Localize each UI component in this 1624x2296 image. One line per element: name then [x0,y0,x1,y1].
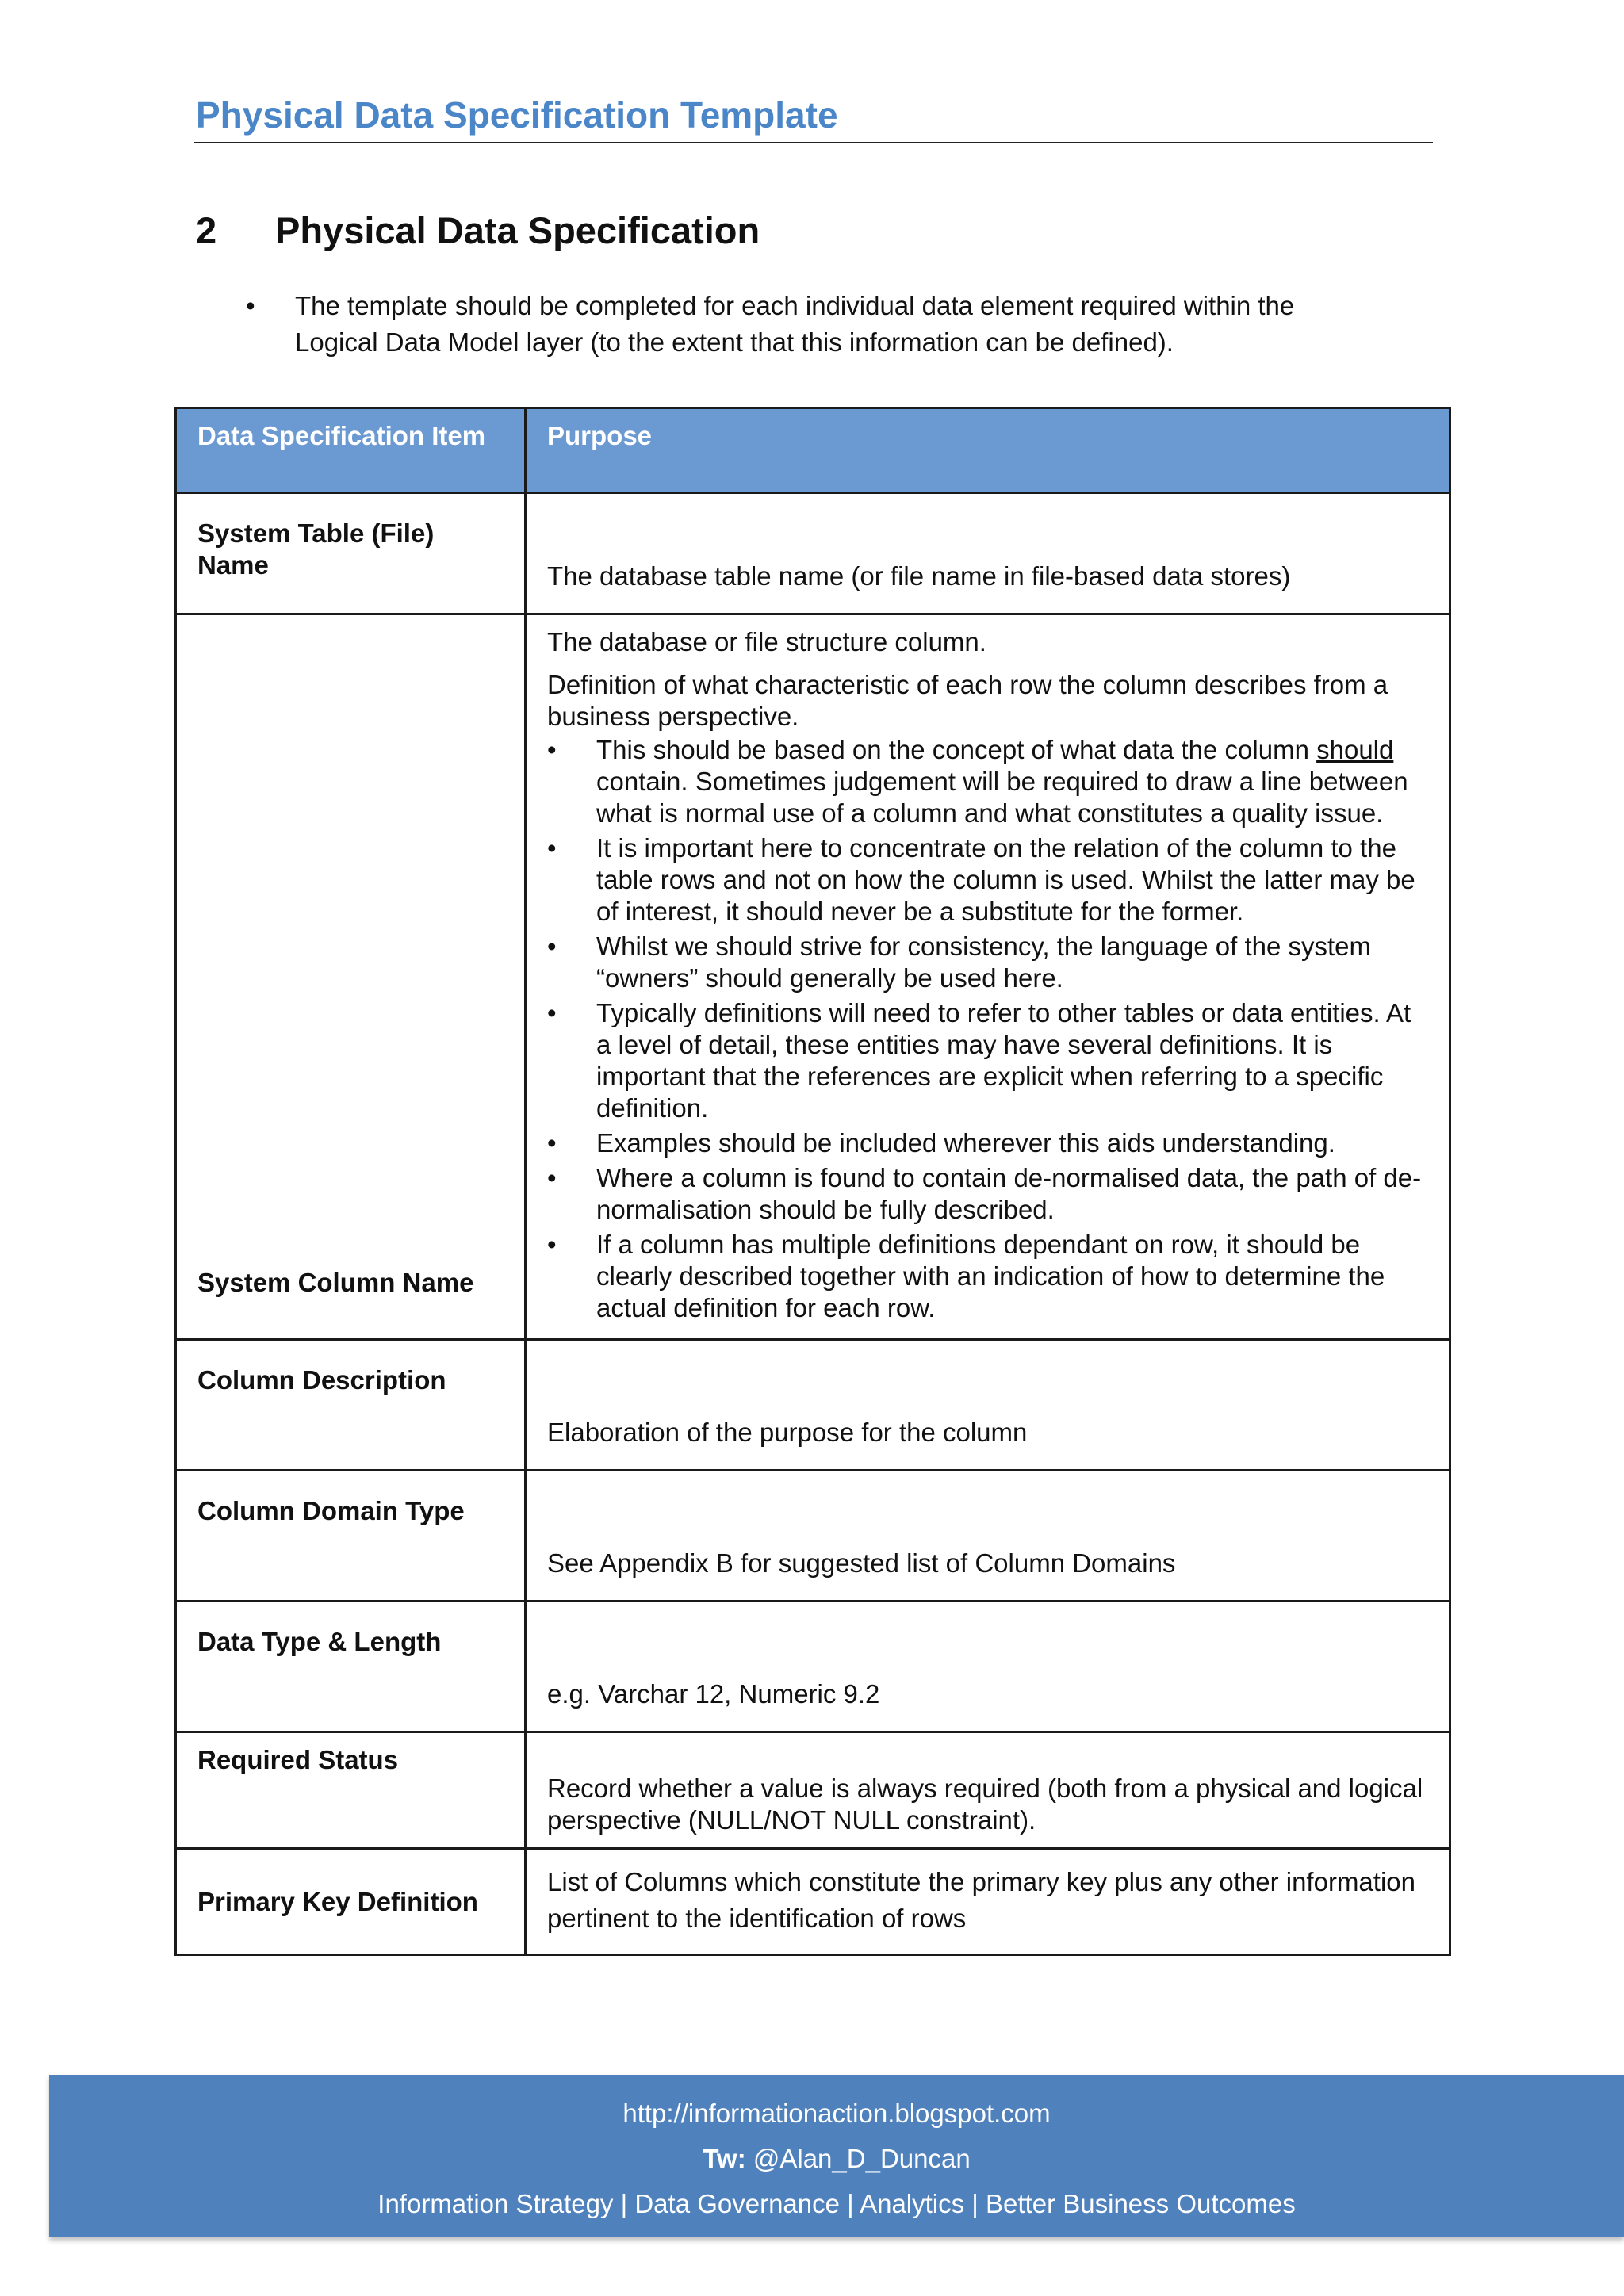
bullet-icon: • [547,932,557,961]
twitter-handle[interactable]: @Alan_D_Duncan [745,2144,971,2173]
title-divider [194,142,1433,144]
table-row [176,1732,1450,1849]
bullet-icon: • [547,1230,557,1259]
list-item: • Where a column is found to contain de-normalised data, the path of de-normalisation should be fully described. [547,1163,1422,1224]
table-row [176,1471,1450,1601]
purpose-cell: List of Columns which constitute the primary key plus any other information pertinent to the identification of rows [526,1849,1450,1955]
list-item: • Typically definitions will need to refer to other tables or data entities. At a level of detail, these entities may have several definitions. It is important that the references are explicit when referring to a specific definition. [547,998,1411,1123]
purpose-cell: Elaboration of the purpose for the column [526,1340,1450,1471]
specification-table [174,407,1451,1956]
page-footer [49,2075,1624,2237]
header-item: Data Specification Item [176,408,526,493]
section-title: Physical Data Specification [275,209,760,251]
header-purpose: Purpose [526,408,1450,493]
bullet-icon: • [547,735,557,764]
table-row [176,1601,1450,1732]
bullet-icon: • [246,291,255,320]
section-heading [196,209,760,252]
intro-line-2: Logical Data Model layer (to the extent that this information can be defined). [295,327,1174,357]
purpose-line: Definition of what characteristic of each row the column describes from a business perspective. [547,670,1388,731]
purpose-cell [526,614,1450,1340]
bullet-icon: • [547,998,557,1027]
list-item: • Examples should be included wherever this aids understanding. [547,1128,1335,1158]
item-cell: System Column Name [176,614,526,1340]
list-item: • If a column has multiple definitions dependant on row, it should be clearly described together with an indication of how to determine the actual definition for each row. [547,1230,1385,1322]
purpose-cell: The database table name (or file name in file-based data stores) [526,493,1450,614]
footer-twitter [49,2136,1624,2181]
item-cell: Column Description [176,1340,526,1471]
table-row [176,1849,1450,1955]
table-row [176,1340,1450,1471]
intro-line-1: The template should be completed for each individual data element required within the [295,291,1295,320]
purpose-cell: e.g. Varchar 12, Numeric 9.2 [526,1601,1450,1732]
list-item: • Whilst we should strive for consistency, the language of the system “owners” should generally be used here. [547,932,1372,993]
page-title: Physical Data Specification Template [196,94,838,136]
intro-text [295,288,1389,361]
definition-list [547,734,1428,1324]
list-item: • This should be based on the concept of what data the column should contain. Sometimes judgement will be required to draw a line between what is normal use of a column and what constitutes a quality issue. [547,735,1408,828]
table-row [176,614,1450,1340]
purpose-cell: Record whether a value is always required (both from a physical and logical perspective (NULL/NOT NULL constraint). [526,1732,1450,1849]
twitter-label: Tw: [703,2144,746,2173]
bullet-icon: • [547,833,557,863]
item-cell: Data Type & Length [176,1601,526,1732]
item-cell: Required Status [176,1732,526,1849]
section-number: 2 [196,209,217,251]
table-row [176,493,1450,614]
table-header-row [176,408,1450,493]
purpose-cell: See Appendix B for suggested list of Column Domains [526,1471,1450,1601]
item-cell: Column Domain Type [176,1471,526,1601]
footer-url[interactable]: http://informationaction.blogspot.com [622,2099,1051,2128]
item-cell: System Table (File) Name [176,493,526,614]
list-item: • It is important here to concentrate on the relation of the column to the table rows and not on how the column is used. Whilst the latter may be of interest, it should never be a substitute for the former. [547,833,1415,926]
footer-tagline: Information Strategy | Data Governance | Analytics | Better Business Outcomes [377,2189,1296,2218]
bullet-icon: • [547,1163,557,1192]
bullet-icon: • [547,1128,557,1158]
item-cell: Primary Key Definition [176,1849,526,1955]
purpose-line: The database or file structure column. [547,627,986,656]
